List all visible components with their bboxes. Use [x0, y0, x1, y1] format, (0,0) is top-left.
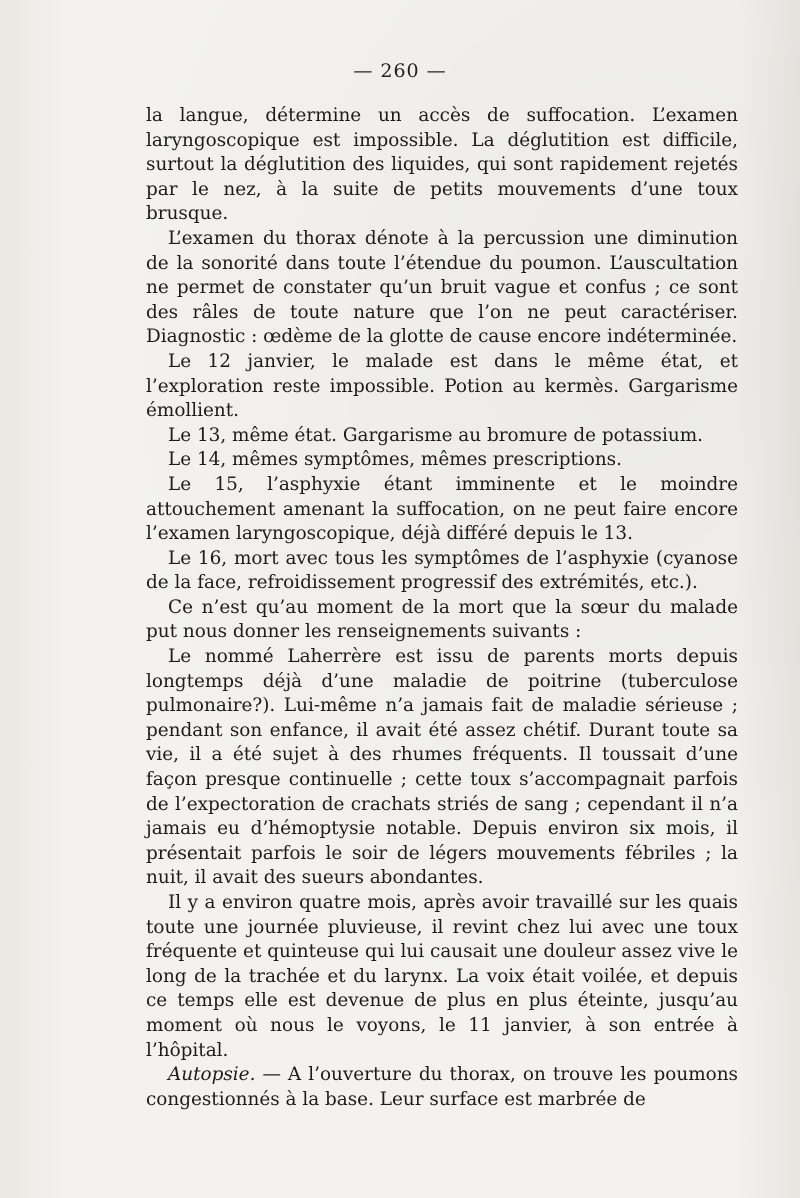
autopsie-text: — A l’ouverture du thorax, on trouve les poumons congestionnés à la base. Leur surface est marbrée de: [146, 1064, 738, 1110]
paragraph-4: Le 13, même état. Gargarisme au bromure de potassium.: [168, 424, 703, 446]
body-text: [146, 104, 738, 1112]
paragraph-5: Le 14, mêmes symptômes, mêmes prescriptions.: [168, 449, 622, 471]
page-number: — 260 —: [353, 60, 447, 82]
autopsie-heading: Autopsie.: [168, 1064, 256, 1086]
paragraph-autopsie: [146, 1063, 738, 1112]
paragraph-8: Ce n’est qu’au moment de la mort que la sœur du malade put nous donner les renseignements suivants :: [146, 596, 738, 643]
paragraph-9: Le nommé Laherrère est issu de parents morts depuis longtemps déjà d’une maladie de poitrine (tuberculose pulmonaire?). Lui-même n’a jamais fait de maladie sérieuse ; pendant son enfance, il avait été assez chétif. Durant toute sa vie, il a été sujet à des rhumes fréquents. Il toussait d’une façon presque continuelle ; cette toux s’accompagnait parfois de l’expectoration de crachats striés de sang ; cependant il n’a jamais eu d’hémoptysie notable. Depuis environ six mois, il présentait parfois le soir de légers mouvements fébriles ; la nuit, il avait des sueurs abondantes.: [146, 646, 738, 889]
paragraph-7: Le 16, mort avec tous les symptômes de l’asphyxie (cyanose de la face, refroidissement progressif des extrémités, etc.).: [146, 547, 738, 594]
paragraph-3: Le 12 janvier, le malade est dans le même état, et l’exploration reste impossible. Potion au kermès. Gargarisme émollient.: [146, 350, 738, 422]
paragraph-2: L’examen du thorax dénote à la percussion une diminution de la sonorité dans toute l’étendue du poumon. L’auscultation ne permet de constater qu’un bruit vague et confus ; ce sont des râles de toute nature que l’on ne peut caractériser. Diagnostic : œdème de la glotte de cause encore indéterminée.: [146, 227, 738, 348]
paragraph-10: Il y a environ quatre mois, après avoir travaillé sur les quais toute une journée pluvieuse, il revint chez lui avec une toux fréquente et quinteuse qui lui causait une douleur assez vive le long de la trachée et du larynx. La voix était voilée, et depuis ce temps elle est devenue de plus en plus éteinte, jusqu’au moment où nous le voyons, le 11 janvier, à son entrée à l’hôpital.: [146, 892, 738, 1061]
paragraph-6: Le 15, l’asphyxie étant imminente et le moindre attouchement amenant la suffocation, on ne peut faire encore l’examen laryngoscopique, déjà différé depuis le 13.: [146, 473, 738, 545]
paragraph-1: la langue, détermine un accès de suffocation. L’examen laryngoscopique est impossible. La déglutition est difficile, surtout la déglutition des liquides, qui sont rapidement rejetés par le nez, à la suite de petits mouvements d’une toux brusque.: [146, 105, 738, 225]
